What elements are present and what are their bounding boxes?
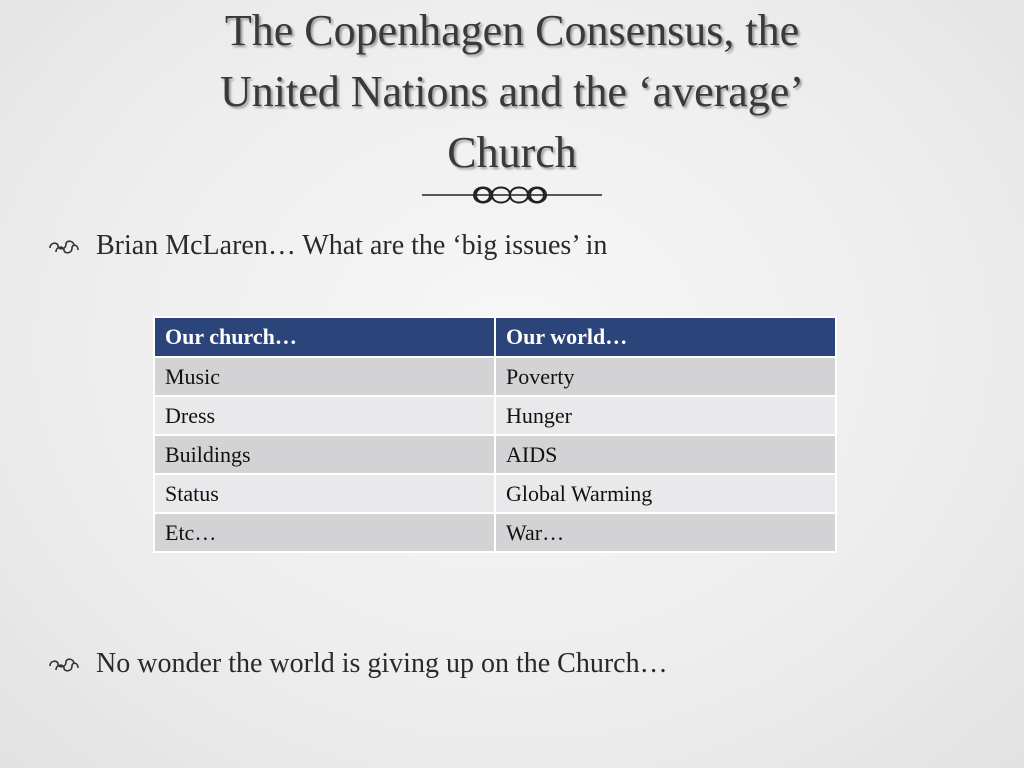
table-cell: Dress	[154, 396, 495, 435]
comparison-table	[153, 316, 837, 553]
table-cell: Poverty	[495, 357, 836, 396]
scroll-bullet-icon	[46, 652, 96, 676]
table-row	[154, 357, 836, 396]
table-header-row	[154, 317, 836, 357]
table-row	[154, 513, 836, 552]
table-cell: Music	[154, 357, 495, 396]
table-cell: Status	[154, 474, 495, 513]
bullet-text: Brian McLaren… What are the ‘big issues’ in	[96, 230, 608, 261]
column-header-church: Our church…	[154, 317, 495, 357]
slide-title	[80, 0, 944, 183]
title-line: The Copenhagen Consensus, the	[224, 6, 800, 55]
table-row	[154, 396, 836, 435]
title-line: Church	[447, 128, 577, 177]
bullet-item	[46, 230, 607, 262]
table-cell: Buildings	[154, 435, 495, 474]
table-row	[154, 474, 836, 513]
table-cell: Etc…	[154, 513, 495, 552]
table-row	[154, 435, 836, 474]
bullet-item	[46, 648, 668, 680]
bullet-text: No wonder the world is giving up on the Church…	[96, 648, 668, 679]
column-header-world: Our world…	[495, 317, 836, 357]
table-cell: Hunger	[495, 396, 836, 435]
table-cell: War…	[495, 513, 836, 552]
table-cell: AIDS	[495, 435, 836, 474]
ornament-divider-icon	[412, 180, 612, 210]
table-cell: Global Warming	[495, 474, 836, 513]
title-line: United Nations and the ‘average’	[220, 67, 804, 116]
scroll-bullet-icon	[46, 234, 96, 258]
